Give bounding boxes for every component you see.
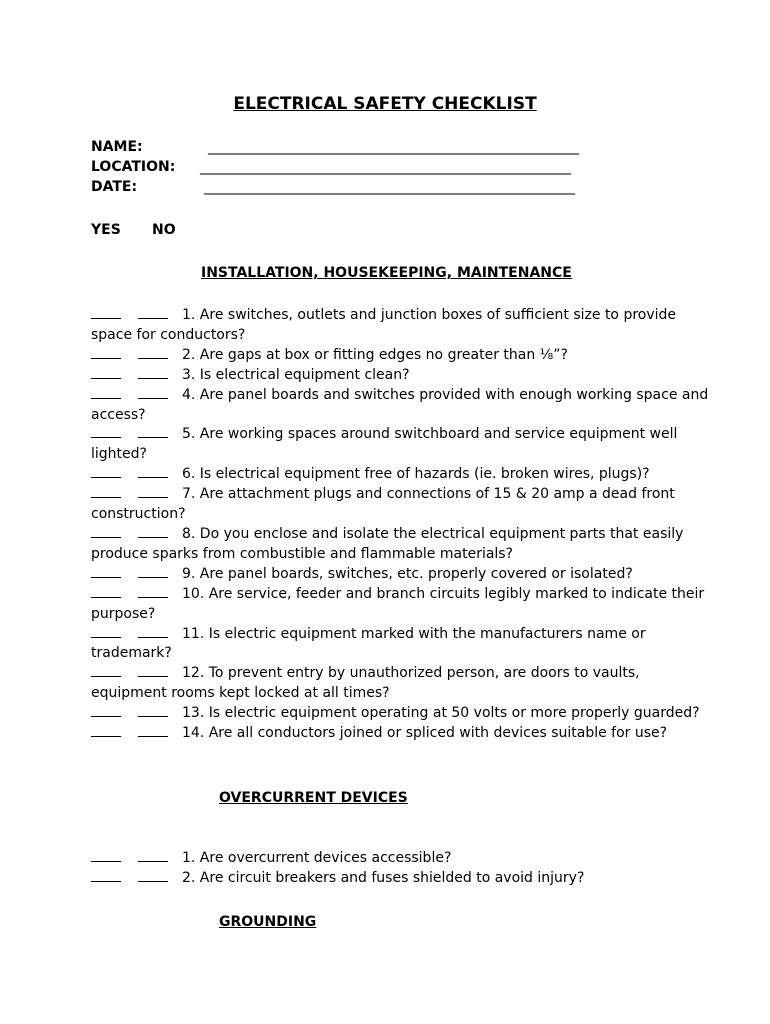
no-answer-blank[interactable] [138, 366, 168, 379]
yes-answer-blank[interactable] [91, 704, 121, 717]
no-answer-blank[interactable] [138, 565, 168, 578]
question-item [91, 565, 711, 585]
yes-column-header: YES [91, 222, 121, 238]
no-answer-blank[interactable] [138, 346, 168, 359]
yes-answer-blank[interactable] [91, 565, 121, 578]
question-item [91, 485, 711, 525]
question-text: 8. Do you enclose and isolate the electrical equipment parts that easily produce sparks from combustible and flammable materials? [91, 525, 684, 562]
yes-answer-blank[interactable] [91, 585, 121, 598]
yes-answer-blank[interactable] [91, 386, 121, 399]
question-text: 11. Is electric equipment marked with the manufacturers name or trademark? [91, 625, 646, 662]
installation-question-list [91, 306, 711, 744]
yes-answer-blank[interactable] [91, 465, 121, 478]
no-answer-blank[interactable] [138, 664, 168, 677]
question-item [91, 346, 711, 366]
no-answer-blank[interactable] [138, 485, 168, 498]
question-item [91, 585, 711, 625]
no-answer-blank[interactable] [138, 869, 168, 882]
question-item [91, 465, 711, 485]
overcurrent-question-list [91, 849, 711, 889]
question-item [91, 306, 711, 346]
question-text: 1. Are switches, outlets and junction boxes of sufficient size to provide space for conductors? [91, 307, 677, 343]
yes-answer-blank[interactable] [91, 425, 121, 438]
section-heading-grounding: GROUNDING [219, 914, 317, 930]
question-text: 5. Are working spaces around switchboard and service equipment well lighted? [91, 426, 678, 463]
name-line[interactable]: _____________________________________________________ [208, 139, 579, 155]
question-item [91, 366, 711, 386]
name-label: NAME: [91, 139, 143, 155]
yes-answer-blank[interactable] [91, 485, 121, 498]
question-item [91, 664, 711, 704]
yes-answer-blank[interactable] [91, 366, 121, 379]
section-heading-installation: INSTALLATION, HOUSEKEEPING, MAINTENANCE [201, 265, 572, 281]
yes-answer-blank[interactable] [91, 525, 121, 538]
yes-answer-blank[interactable] [91, 664, 121, 677]
document-title: ELECTRICAL SAFETY CHECKLIST [233, 94, 537, 114]
no-answer-blank[interactable] [138, 625, 168, 638]
yes-answer-blank[interactable] [91, 306, 121, 319]
question-item [91, 425, 711, 465]
question-text: 6. Is electrical equipment free of hazards (ie. broken wires, plugs)? [182, 466, 650, 483]
question-text: 4. Are panel boards and switches provided with enough working space and access? [91, 386, 709, 423]
no-answer-blank[interactable] [138, 386, 168, 399]
location-label: LOCATION: [91, 159, 176, 175]
question-text: 1. Are overcurrent devices accessible? [182, 850, 452, 866]
question-text: 12. To prevent entry by unauthorized person, are doors to vaults, equipment rooms kept locked at all times? [91, 665, 640, 702]
no-answer-blank[interactable] [138, 585, 168, 598]
no-answer-blank[interactable] [138, 306, 168, 319]
question-item [91, 704, 711, 724]
yes-answer-blank[interactable] [91, 849, 121, 862]
no-column-header: NO [152, 222, 176, 238]
yes-answer-blank[interactable] [91, 724, 121, 737]
no-answer-blank[interactable] [138, 465, 168, 478]
question-text: 10. Are service, feeder and branch circuits legibly marked to indicate their purpose? [91, 585, 705, 622]
question-text: 7. Are attachment plugs and connections of 15 & 20 amp a dead front construction? [91, 486, 675, 523]
question-text: 2. Are gaps at box or fitting edges no greater than ⅛”? [182, 346, 568, 363]
yes-answer-blank[interactable] [91, 625, 121, 638]
yes-answer-blank[interactable] [91, 869, 121, 882]
question-item [91, 724, 711, 744]
section-heading-overcurrent: OVERCURRENT DEVICES [219, 790, 408, 806]
question-text: 14. Are all conductors joined or spliced with devices suitable for use? [182, 725, 668, 742]
question-text: 13. Is electric equipment operating at 50 volts or more properly guarded? [182, 705, 700, 722]
date-label: DATE: [91, 179, 138, 195]
question-text: 3. Is electrical equipment clean? [182, 366, 410, 383]
no-answer-blank[interactable] [138, 849, 168, 862]
question-text: 9. Are panel boards, switches, etc. properly covered or isolated? [182, 565, 633, 582]
no-answer-blank[interactable] [138, 525, 168, 538]
question-item [91, 386, 711, 426]
question-text: 2. Are circuit breakers and fuses shielded to avoid injury? [182, 869, 585, 886]
no-answer-blank[interactable] [138, 425, 168, 438]
no-answer-blank[interactable] [138, 724, 168, 737]
question-item [91, 625, 711, 665]
no-answer-blank[interactable] [138, 704, 168, 717]
yes-answer-blank[interactable] [91, 346, 121, 359]
location-line[interactable]: _____________________________________________________ [200, 159, 571, 175]
question-item [91, 849, 711, 869]
question-item [91, 869, 711, 889]
date-line[interactable]: _____________________________________________________ [204, 179, 575, 195]
question-item [91, 525, 711, 565]
